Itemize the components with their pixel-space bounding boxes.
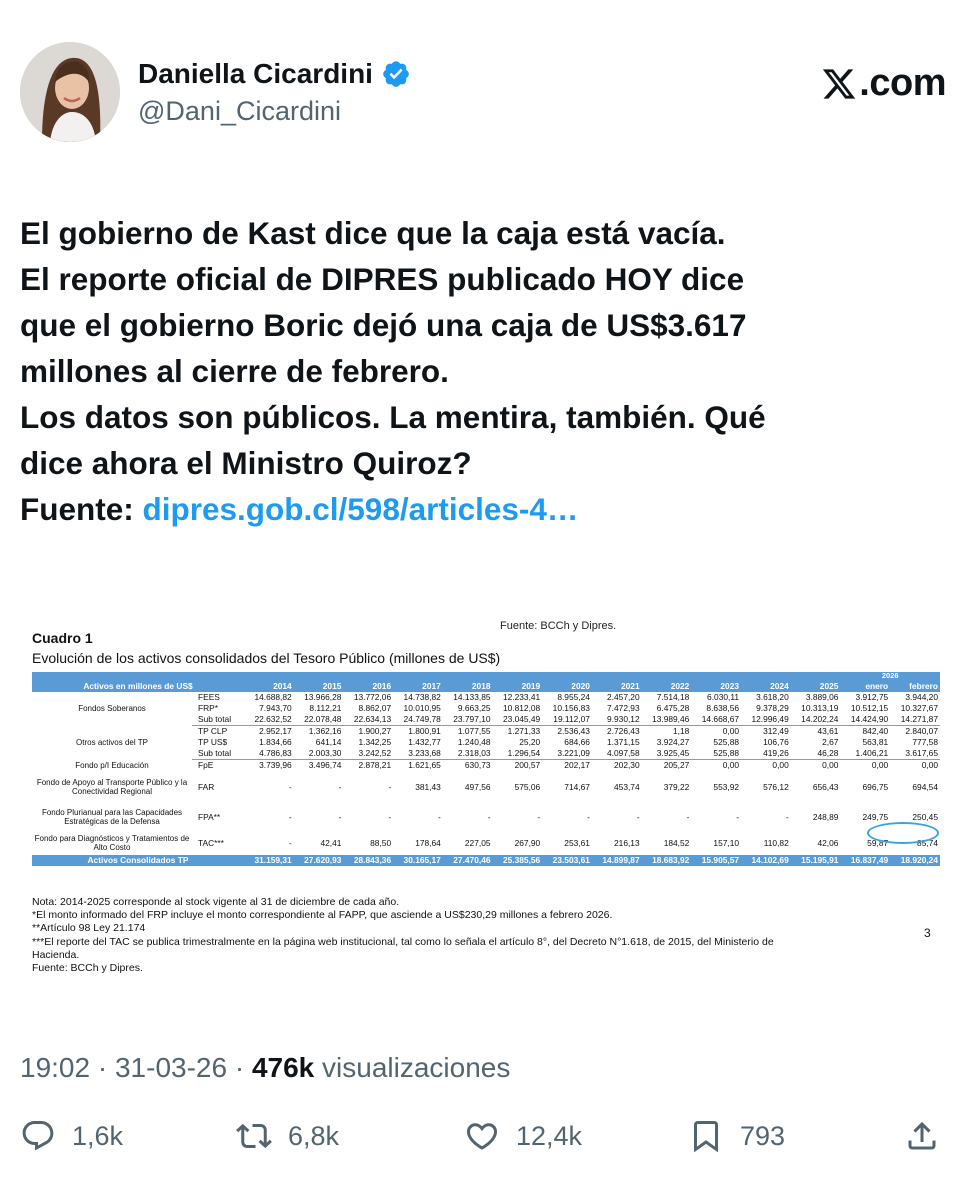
- value-cell: 10.010,95: [403, 703, 441, 713]
- year-header: enero: [840, 680, 890, 692]
- value-cell: -: [487, 811, 491, 822]
- year-header: febrero: [890, 680, 940, 692]
- value-cell: 0,00: [921, 760, 938, 770]
- value-cell: 2.536,43: [557, 726, 590, 736]
- year-header: 2023: [691, 680, 741, 692]
- value-cell: 8.862,07: [358, 703, 392, 713]
- bookmark-count: 793: [740, 1120, 786, 1151]
- reply-count: 1,6k: [72, 1120, 124, 1151]
- value-cell: 22.634,13: [343, 714, 393, 726]
- meta-separator: ·: [227, 1052, 252, 1083]
- table-row: [32, 803, 940, 831]
- value-cell: 0,00: [822, 760, 839, 770]
- x-brand: [821, 62, 946, 105]
- source-link[interactable]: dipres.gob.cl/598/articles-4…: [142, 491, 579, 527]
- doc-note: Hacienda.: [32, 948, 80, 961]
- value-cell: 2.003,30: [294, 748, 344, 760]
- value-cell: 3.739,96: [259, 760, 292, 770]
- value-cell: 1.621,65: [408, 760, 441, 770]
- value-cell: 42,06: [817, 837, 839, 848]
- value-cell: 22.078,48: [294, 714, 344, 726]
- value-cell: 419,26: [741, 748, 791, 760]
- assets-table: [32, 672, 940, 866]
- value-cell: 248,89: [812, 811, 839, 822]
- value-cell: 10.812,08: [502, 703, 541, 713]
- value-cell: 14.133,85: [453, 692, 491, 702]
- header-spacer: [32, 672, 840, 680]
- value-cell: 46,28: [791, 748, 841, 760]
- category-cell: Otros activos del TP: [76, 737, 148, 747]
- year-header: 2022: [642, 680, 692, 692]
- table-row: [32, 771, 940, 803]
- doc-table-wrap: [32, 672, 940, 866]
- value-cell: 1.240,48: [457, 737, 491, 747]
- value-cell: 43,61: [817, 726, 839, 736]
- value-cell: 575,06: [514, 781, 541, 792]
- header-label: Activos en millones de US$: [32, 680, 244, 692]
- value-cell: 10.156,83: [552, 703, 590, 713]
- value-cell: 19.112,07: [542, 714, 592, 726]
- value-cell: 842,40: [862, 726, 889, 736]
- year-header: 2015: [294, 680, 344, 692]
- value-cell: -: [338, 811, 342, 822]
- year-header: 2014: [244, 680, 294, 692]
- value-cell: 24.749,78: [393, 714, 443, 726]
- table-row: [32, 760, 940, 772]
- category-cell: Fondo p/I Educación: [75, 760, 149, 770]
- value-cell: 381,43: [415, 781, 441, 792]
- subcategory-cell: FPA**: [198, 811, 221, 822]
- tweet-date[interactable]: 31-03-26: [114, 1052, 228, 1083]
- value-cell: 2.840,07: [905, 726, 938, 736]
- value-cell: 3.912,75: [855, 692, 889, 702]
- year-header: 2024: [741, 680, 791, 692]
- value-cell: 4.097,58: [592, 748, 642, 760]
- value-cell: 14.738,82: [403, 692, 441, 702]
- category-cell: Fondo de Apoyo al Transporte Público y la Conectividad Regional: [36, 777, 188, 796]
- share-button[interactable]: [904, 1118, 940, 1154]
- value-cell: 13.772,06: [353, 692, 392, 702]
- value-cell: 4.786,83: [244, 748, 294, 760]
- value-cell: 216,13: [614, 837, 640, 848]
- value-cell: 267,90: [514, 837, 541, 848]
- value-cell: 8.112,21: [309, 703, 342, 713]
- value-cell: 8.955,24: [557, 692, 590, 702]
- value-cell: 2.726,43: [607, 726, 640, 736]
- value-cell: 696,75: [862, 781, 889, 792]
- value-cell: 178,64: [415, 837, 441, 848]
- value-cell: -: [736, 811, 740, 822]
- value-cell: 0,00: [772, 760, 789, 770]
- value-cell: 3.944,20: [905, 692, 938, 702]
- value-cell: 14.668,67: [691, 714, 741, 726]
- verified-badge-icon: [381, 59, 411, 89]
- subcategory-cell: Sub total: [192, 748, 244, 760]
- table-row: [32, 726, 940, 738]
- value-cell: 2.457,20: [607, 692, 640, 702]
- year-header: 2020: [542, 680, 592, 692]
- value-cell: 0,00: [722, 726, 740, 736]
- doc-note: Fuente: BCCh y Dipres.: [32, 962, 143, 975]
- total-value-cell: 15.905,57: [691, 855, 741, 866]
- meta-separator: ·: [90, 1052, 115, 1083]
- author-handle[interactable]: @Dani_Cicardini: [138, 96, 341, 126]
- doc-notes: [32, 896, 892, 975]
- value-cell: 25,20: [519, 737, 541, 747]
- value-cell: 2,67: [822, 737, 839, 747]
- value-cell: 1.077,55: [457, 726, 491, 736]
- total-value-cell: 14.899,87: [592, 855, 642, 866]
- value-cell: 1.900,27: [358, 726, 392, 736]
- value-cell: 684,66: [564, 737, 590, 747]
- value-cell: 3.221,09: [542, 748, 592, 760]
- tweet-source-line: [20, 486, 946, 532]
- value-cell: 553,92: [713, 781, 740, 792]
- year-header: 2018: [443, 680, 493, 692]
- subcategory-cell: Sub total: [192, 714, 244, 726]
- value-cell: 202,17: [564, 760, 590, 770]
- total-value-cell: 18.683,92: [642, 855, 692, 866]
- tweet-line: Los datos son públicos. La mentira, también. Qué: [20, 399, 766, 435]
- total-value-cell: 15.195,91: [791, 855, 841, 866]
- year-header: 2019: [493, 680, 543, 692]
- value-cell: 23.797,10: [443, 714, 493, 726]
- value-cell: -: [636, 811, 640, 822]
- value-cell: 22.632,52: [244, 714, 294, 726]
- bookmark-button[interactable]: [688, 1118, 785, 1154]
- value-cell: 2.952,17: [259, 726, 292, 736]
- value-cell: 8.638,56: [706, 703, 740, 713]
- value-cell: 3.925,45: [642, 748, 692, 760]
- value-cell: 2.318,03: [443, 748, 493, 760]
- value-cell: 1.371,15: [607, 737, 640, 747]
- value-cell: 12.996,49: [741, 714, 791, 726]
- subcategory-cell: TAC***: [198, 837, 224, 848]
- value-cell: 10.313,19: [801, 703, 839, 713]
- value-cell: 312,49: [763, 726, 789, 736]
- value-cell: 9.930,12: [592, 714, 642, 726]
- value-cell: 630,73: [464, 760, 491, 770]
- tweet-line: El gobierno de Kast dice que la caja está vacía.: [20, 215, 726, 251]
- value-cell: 184,52: [663, 837, 690, 848]
- doc-subtitle: Evolución de los activos consolidados del Tesoro Público (millones de US$): [32, 650, 501, 666]
- value-cell: 59,87: [867, 837, 889, 848]
- doc-note: **Artículo 98 Ley 21.174: [32, 922, 146, 935]
- tweet-line: que el gobierno Boric dejó una caja de US$3.617: [20, 307, 747, 343]
- doc-title: Cuadro 1: [32, 630, 93, 646]
- value-cell: -: [587, 811, 590, 822]
- x-logo-icon: [821, 66, 857, 102]
- value-cell: 497,56: [464, 781, 491, 792]
- value-cell: 85,74: [917, 837, 938, 848]
- value-cell: 7.943,70: [259, 703, 292, 713]
- avatar[interactable]: [20, 42, 120, 142]
- reply-icon: [20, 1118, 56, 1154]
- subcategory-cell: TP US$: [198, 737, 228, 747]
- value-cell: 249,75: [862, 811, 889, 822]
- value-cell: -: [388, 781, 392, 792]
- value-cell: 253,61: [564, 837, 590, 848]
- subcategory-cell: FRP*: [198, 703, 219, 713]
- repost-icon: [236, 1118, 272, 1154]
- value-cell: 14.688,82: [254, 692, 292, 702]
- subcategory-cell: FEES: [198, 692, 220, 702]
- category-cell: Fondo Plurianual para las Capacidades Estratégicas de la Defensa: [41, 807, 183, 826]
- value-cell: 88,50: [370, 837, 392, 848]
- value-cell: 6.475,28: [656, 703, 690, 713]
- year-header: 2017: [393, 680, 443, 692]
- highlight-circle: [867, 822, 939, 844]
- total-row: [32, 855, 940, 866]
- total-value-cell: 16.837,49: [840, 855, 890, 866]
- value-cell: 3.496,74: [308, 760, 342, 770]
- brand-domain: .com: [859, 62, 946, 104]
- table-row: [32, 831, 940, 855]
- value-cell: 14.271,87: [890, 714, 940, 726]
- value-cell: 777,58: [912, 737, 938, 747]
- value-cell: 453,74: [614, 781, 640, 792]
- value-cell: 250,45: [912, 811, 938, 822]
- tweet-line: millones al cierre de febrero.: [20, 353, 449, 389]
- value-cell: 656,43: [812, 781, 839, 792]
- author-name[interactable]: Daniella Cicardini: [138, 58, 373, 89]
- value-cell: 106,76: [763, 737, 789, 747]
- value-cell: 7.514,18: [656, 692, 690, 702]
- total-label: Activos Consolidados TP: [32, 855, 244, 866]
- value-cell: 0,00: [722, 760, 740, 770]
- value-cell: 3.617,65: [890, 748, 940, 760]
- value-cell: 3.233,68: [393, 748, 443, 760]
- year-header: 2021: [592, 680, 642, 692]
- value-cell: 202,30: [614, 760, 640, 770]
- repost-button[interactable]: [236, 1118, 339, 1154]
- value-cell: 1.362,16: [308, 726, 342, 736]
- total-value-cell: 30.165,17: [393, 855, 443, 866]
- heart-icon: [464, 1118, 500, 1154]
- avatar-photo: [20, 42, 120, 142]
- value-cell: 576,12: [763, 781, 789, 792]
- tweet-line: El reporte oficial de DIPRES publicado HOY dice: [20, 261, 745, 297]
- value-cell: 6.030,11: [707, 692, 740, 702]
- value-cell: -: [686, 811, 690, 822]
- page-number: 3: [924, 926, 931, 940]
- value-cell: 10.512,15: [850, 703, 889, 713]
- subcategory-cell: TP CLP: [198, 726, 228, 736]
- value-cell: 379,22: [663, 781, 690, 792]
- value-cell: -: [288, 811, 292, 822]
- doc-note: ***El reporte del TAC se publica trimestralmente en la página web institucional, tal como lo señala el artículo 8°, del Decreto N°1.618, de 2015, del Ministerio de: [32, 935, 774, 948]
- value-cell: 9.663,25: [457, 703, 491, 713]
- value-cell: 2.878,21: [358, 760, 392, 770]
- tweet-text: [20, 210, 946, 532]
- category-cell: Fondo para Diagnósticos y Tratamientos de Alto Costo: [34, 833, 190, 852]
- value-cell: 13.966,28: [304, 692, 342, 702]
- value-cell: 9.378,29: [756, 703, 789, 713]
- value-cell: 563,81: [862, 737, 889, 747]
- like-button[interactable]: [464, 1118, 582, 1154]
- value-cell: 12.233,41: [502, 692, 541, 702]
- value-cell: 42,41: [320, 837, 342, 848]
- value-cell: 1.406,21: [840, 748, 890, 760]
- value-cell: -: [785, 811, 789, 822]
- views-count: 476k: [251, 1052, 315, 1083]
- doc-note: Nota: 2014-2025 corresponde al stock vigente al 31 de diciembre de cada año.: [32, 896, 400, 908]
- value-cell: 1.271,33: [507, 726, 541, 736]
- value-cell: 1.296,54: [493, 748, 543, 760]
- value-cell: 1.432,77: [408, 737, 441, 747]
- tweet-header: [20, 42, 946, 142]
- views-label: visualizaciones: [314, 1052, 511, 1083]
- tweet-meta: [20, 1052, 510, 1084]
- value-cell: 200,57: [514, 760, 541, 770]
- value-cell: 1.342,25: [358, 737, 392, 747]
- value-cell: 14.202,24: [791, 714, 841, 726]
- value-cell: 10.327,67: [900, 703, 938, 713]
- total-value-cell: 28.843,36: [343, 855, 393, 866]
- repost-count: 6,8k: [288, 1120, 340, 1151]
- value-cell: -: [438, 811, 441, 822]
- value-cell: 1.800,91: [408, 726, 441, 736]
- value-cell: 641,14: [315, 737, 342, 747]
- doc-source-top: Fuente: BCCh y Dipres.: [500, 620, 617, 632]
- value-cell: 23.045,49: [493, 714, 543, 726]
- value-cell: 714,67: [564, 781, 590, 792]
- year-header: 2016: [343, 680, 393, 692]
- tweet-time[interactable]: 19:02: [20, 1052, 91, 1083]
- value-cell: 525,88: [691, 748, 741, 760]
- share-icon: [904, 1118, 940, 1154]
- bookmark-icon: [688, 1118, 724, 1154]
- total-value-cell: 31.159,31: [244, 855, 294, 866]
- value-cell: 525,88: [713, 737, 740, 747]
- category-cell: Fondos Soberanos: [78, 704, 146, 713]
- value-cell: 0,00: [871, 760, 889, 770]
- value-cell: -: [338, 781, 342, 792]
- value-cell: -: [288, 781, 292, 792]
- value-cell: 7.472,93: [607, 703, 640, 713]
- tweet-line: dice ahora el Ministro Quiroz?: [20, 445, 472, 481]
- total-value-cell: 27.470,46: [443, 855, 493, 866]
- total-value-cell: 18.920,24: [890, 855, 940, 866]
- reply-button[interactable]: [20, 1118, 123, 1154]
- value-cell: 3.618,20: [756, 692, 789, 702]
- value-cell: -: [537, 811, 541, 822]
- value-cell: -: [388, 811, 392, 822]
- subcategory-cell: FAR: [198, 781, 215, 792]
- header-2026: 2026: [840, 672, 940, 680]
- doc-note: *El monto informado del FRP incluye el monto correspondiente al FAPP, que asciende a US$230,29 millones a febrero 2026.: [32, 909, 613, 922]
- value-cell: 3.889,06: [805, 692, 839, 702]
- value-cell: 14.424,90: [840, 714, 890, 726]
- value-cell: 694,54: [912, 781, 938, 792]
- total-value-cell: 14.102,69: [741, 855, 791, 866]
- total-value-cell: 25.385,56: [493, 855, 543, 866]
- value-cell: 3.924,27: [656, 737, 690, 747]
- value-cell: 1.834,66: [259, 737, 292, 747]
- value-cell: 1,18: [673, 726, 690, 736]
- like-count: 12,4k: [516, 1120, 583, 1151]
- value-cell: -: [288, 837, 292, 848]
- total-value-cell: 27.620,93: [294, 855, 344, 866]
- source-label: Fuente:: [20, 491, 143, 527]
- action-bar: [20, 1118, 946, 1174]
- value-cell: 110,82: [763, 837, 789, 848]
- subcategory-cell: FpE: [198, 760, 214, 770]
- year-header: 2025: [791, 680, 841, 692]
- table-row: [32, 692, 940, 703]
- value-cell: 227,05: [464, 837, 491, 848]
- attached-image[interactable]: [20, 612, 946, 992]
- value-cell: 13.989,46: [642, 714, 692, 726]
- value-cell: 205,27: [663, 760, 690, 770]
- value-cell: 3.242,52: [343, 748, 393, 760]
- total-value-cell: 23.503,61: [542, 855, 592, 866]
- value-cell: 157,10: [713, 837, 740, 848]
